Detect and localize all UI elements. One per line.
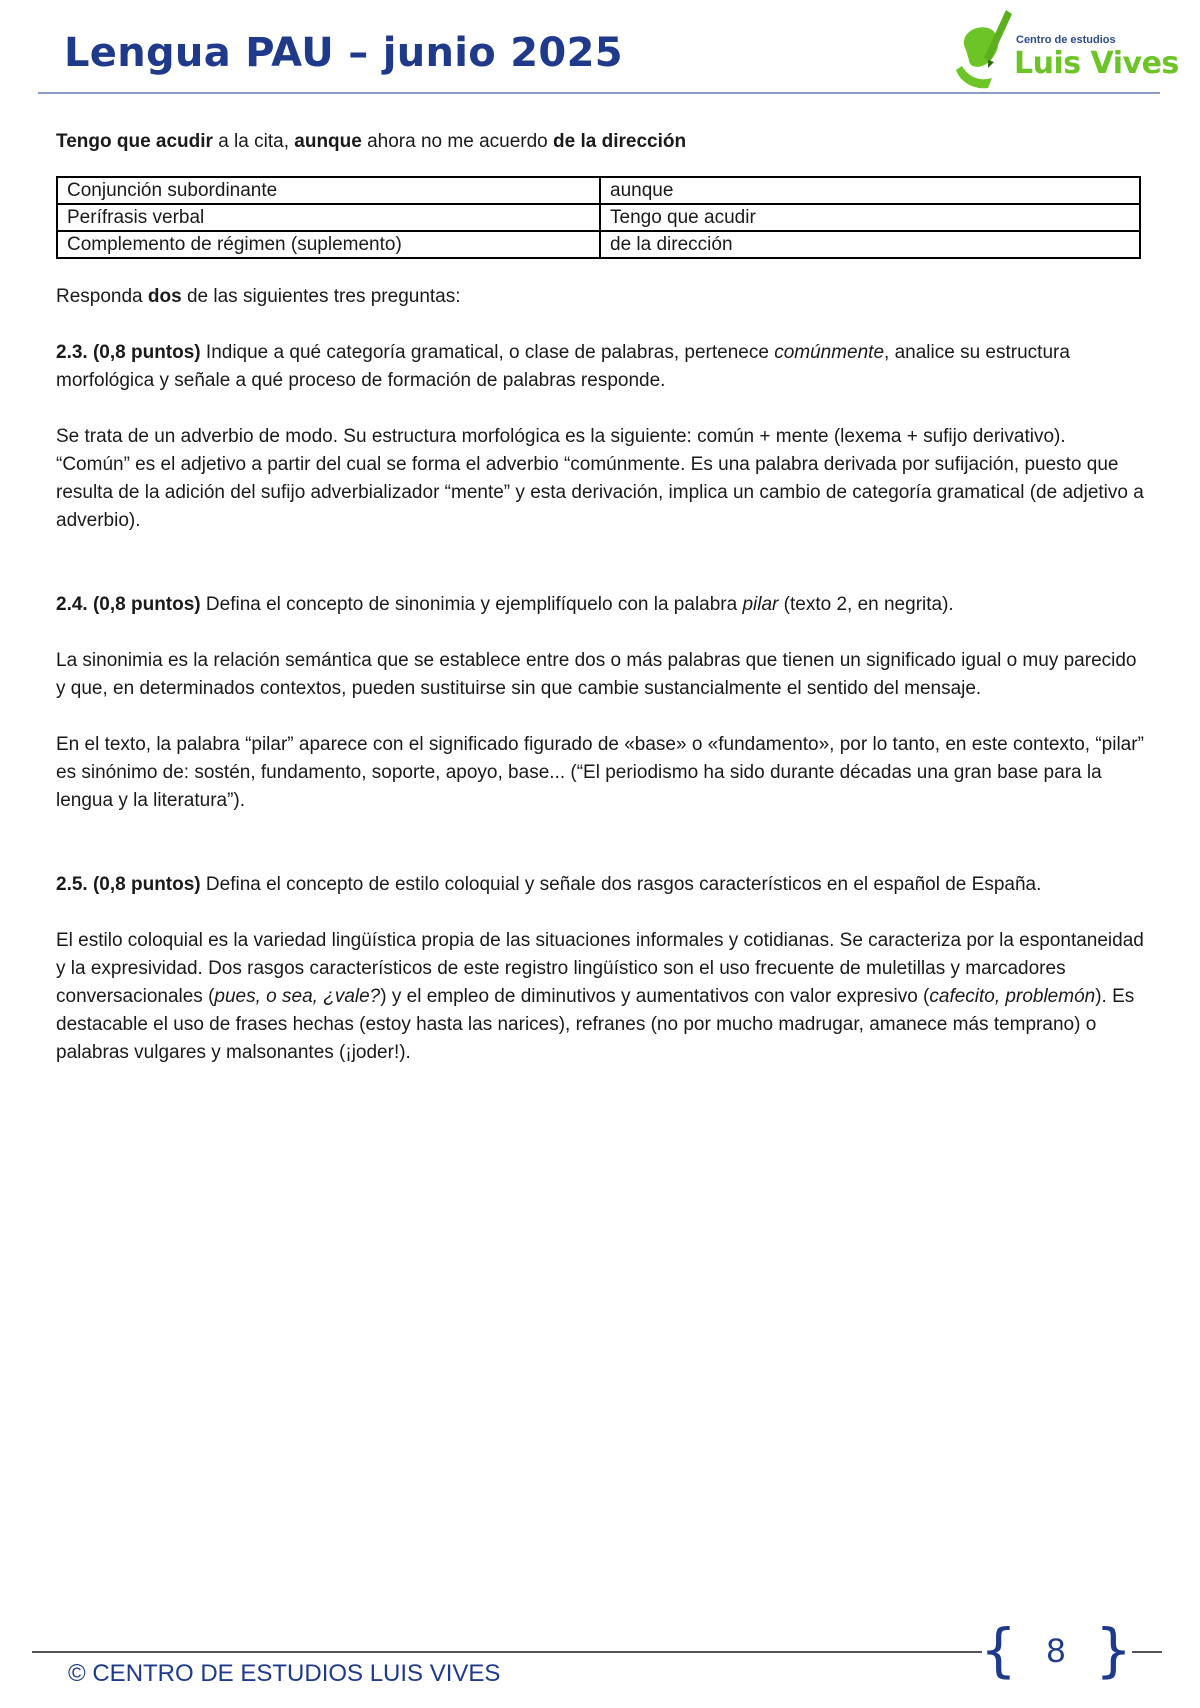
analysis-sentence (56, 128, 1144, 156)
question-heading: 2.3. (0,8 puntos) (56, 342, 201, 363)
answer-text: ) y el empleo de diminutivos y aumentativos con valor expresivo ( (380, 986, 930, 1007)
page-header (0, 0, 1200, 100)
instruction-part: Responda (56, 286, 148, 307)
table-cell: de la dirección (600, 231, 1140, 258)
logo-subtitle: Centro de estudios (1016, 34, 1116, 46)
answer-2-4-example: En el texto, la palabra “pilar” aparece con el significado figurado de «base» o «fundamento», por lo tanto, en este contexto, “pilar” es sinónimo de: sostén, fundamento, soporte, apoyo, base... (“El periodismo ha sido durante décadas una gran base para la lengua y la literatura”). (56, 734, 1144, 811)
table-cell: Complemento de régimen (suplemento) (57, 231, 600, 258)
logo-name: Luis Vives (1014, 46, 1179, 81)
answer-example: pues, o sea, ¿vale? (214, 986, 381, 1007)
page-number: 8 (1046, 1632, 1066, 1670)
table-cell: Tengo que acudir (600, 204, 1140, 231)
header-divider (38, 92, 1160, 94)
table-row (57, 177, 1140, 204)
luis-vives-logo (948, 6, 1179, 92)
question-text: (texto 2, en negrita). (778, 594, 954, 615)
instruction-part: de las siguientes tres preguntas: (181, 286, 461, 307)
table-cell: aunque (600, 177, 1140, 204)
instruction-text (56, 283, 1144, 311)
answer-text: El estilo coloquial es la variedad lingüística propia de las situaciones informales y cotidianas. Se caracteriza por la espontaneidad y la expresividad. Dos rasgos característicos de este registro lingüístico son el uso frecuente de muletillas y marcadores conversacionales ( (56, 930, 1144, 1007)
table-cell: Perífrasis verbal (57, 204, 600, 231)
table-row (57, 231, 1140, 258)
question-term: comúnmente (774, 342, 885, 363)
sentence-part: ahora no me acuerdo (361, 131, 554, 152)
instruction-part: dos (147, 286, 182, 307)
page-number-box (980, 1618, 1132, 1688)
footer-divider-end (1132, 1651, 1162, 1653)
table-row (57, 204, 1140, 231)
sentence-part: de la dirección (553, 131, 687, 152)
question-term: pilar (742, 594, 779, 615)
question-text: Indique a qué categoría gramatical, o clase de palabras, pertenece (200, 342, 775, 363)
page-content (56, 128, 1144, 1095)
question-text: Defina el concepto de sinonimia y ejemplifíquelo con la palabra (200, 594, 743, 615)
sentence-part: Tengo que acudir (56, 131, 213, 152)
document-title: Lengua PAU – junio 2025 (64, 30, 623, 76)
question-text: Defina el concepto de estilo coloquial y señale dos rasgos característicos en el español de España. (200, 874, 1042, 895)
table-cell: Conjunción subordinante (57, 177, 600, 204)
answer-2-3: Se trata de un adverbio de modo. Su estructura morfológica es la siguiente: común + mente (lexema + sufijo derivativo). “Común” es el adjetivo a partir del cual se forma el adverbio “comúnmente. Es una palabra derivada por sufijación, puesto que resulta de la adición del sufijo adverbializador “mente” y esta derivación, implica un cambio de categoría gramatical (de adjetivo a adverbio). (56, 426, 1144, 531)
right-bracket-icon: } (1095, 1616, 1132, 1684)
answer-text: ). Es destacable el uso de frases hechas (estoy hasta las narices), refranes (no por mucho madrugar, amanece más temprano) o palabras vulgares y malsonantes (¡joder!). (56, 986, 1135, 1063)
question-2-4 (56, 591, 1144, 619)
answer-2-5 (56, 927, 1144, 1067)
question-2-5 (56, 871, 1144, 899)
answer-2-4-definition: La sinonimia es la relación semántica que se establece entre dos o más palabras que tienen un significado igual o muy parecido y que, en determinados contextos, pueden sustituirse sin que cambie sustancialmente el sentido del mensaje. (56, 650, 1137, 699)
question-heading: 2.4. (0,8 puntos) (56, 594, 201, 615)
question-text: , analice su estructura morfológica y señale a qué proceso de formación de palabras responde. (56, 342, 1070, 391)
question-heading: 2.5. (0,8 puntos) (56, 874, 201, 895)
footer-copyright: © CENTRO DE ESTUDIOS LUIS VIVES (68, 1660, 501, 1687)
sentence-part: aunque (294, 131, 362, 152)
analysis-table (56, 176, 1141, 259)
left-bracket-icon: { (980, 1616, 1017, 1684)
question-2-3 (56, 339, 1144, 395)
logo-pencil-icon (948, 6, 1020, 92)
sentence-part: a la cita, (212, 131, 295, 152)
footer-divider (32, 1651, 982, 1653)
answer-example: cafecito, problemón (929, 986, 1096, 1007)
